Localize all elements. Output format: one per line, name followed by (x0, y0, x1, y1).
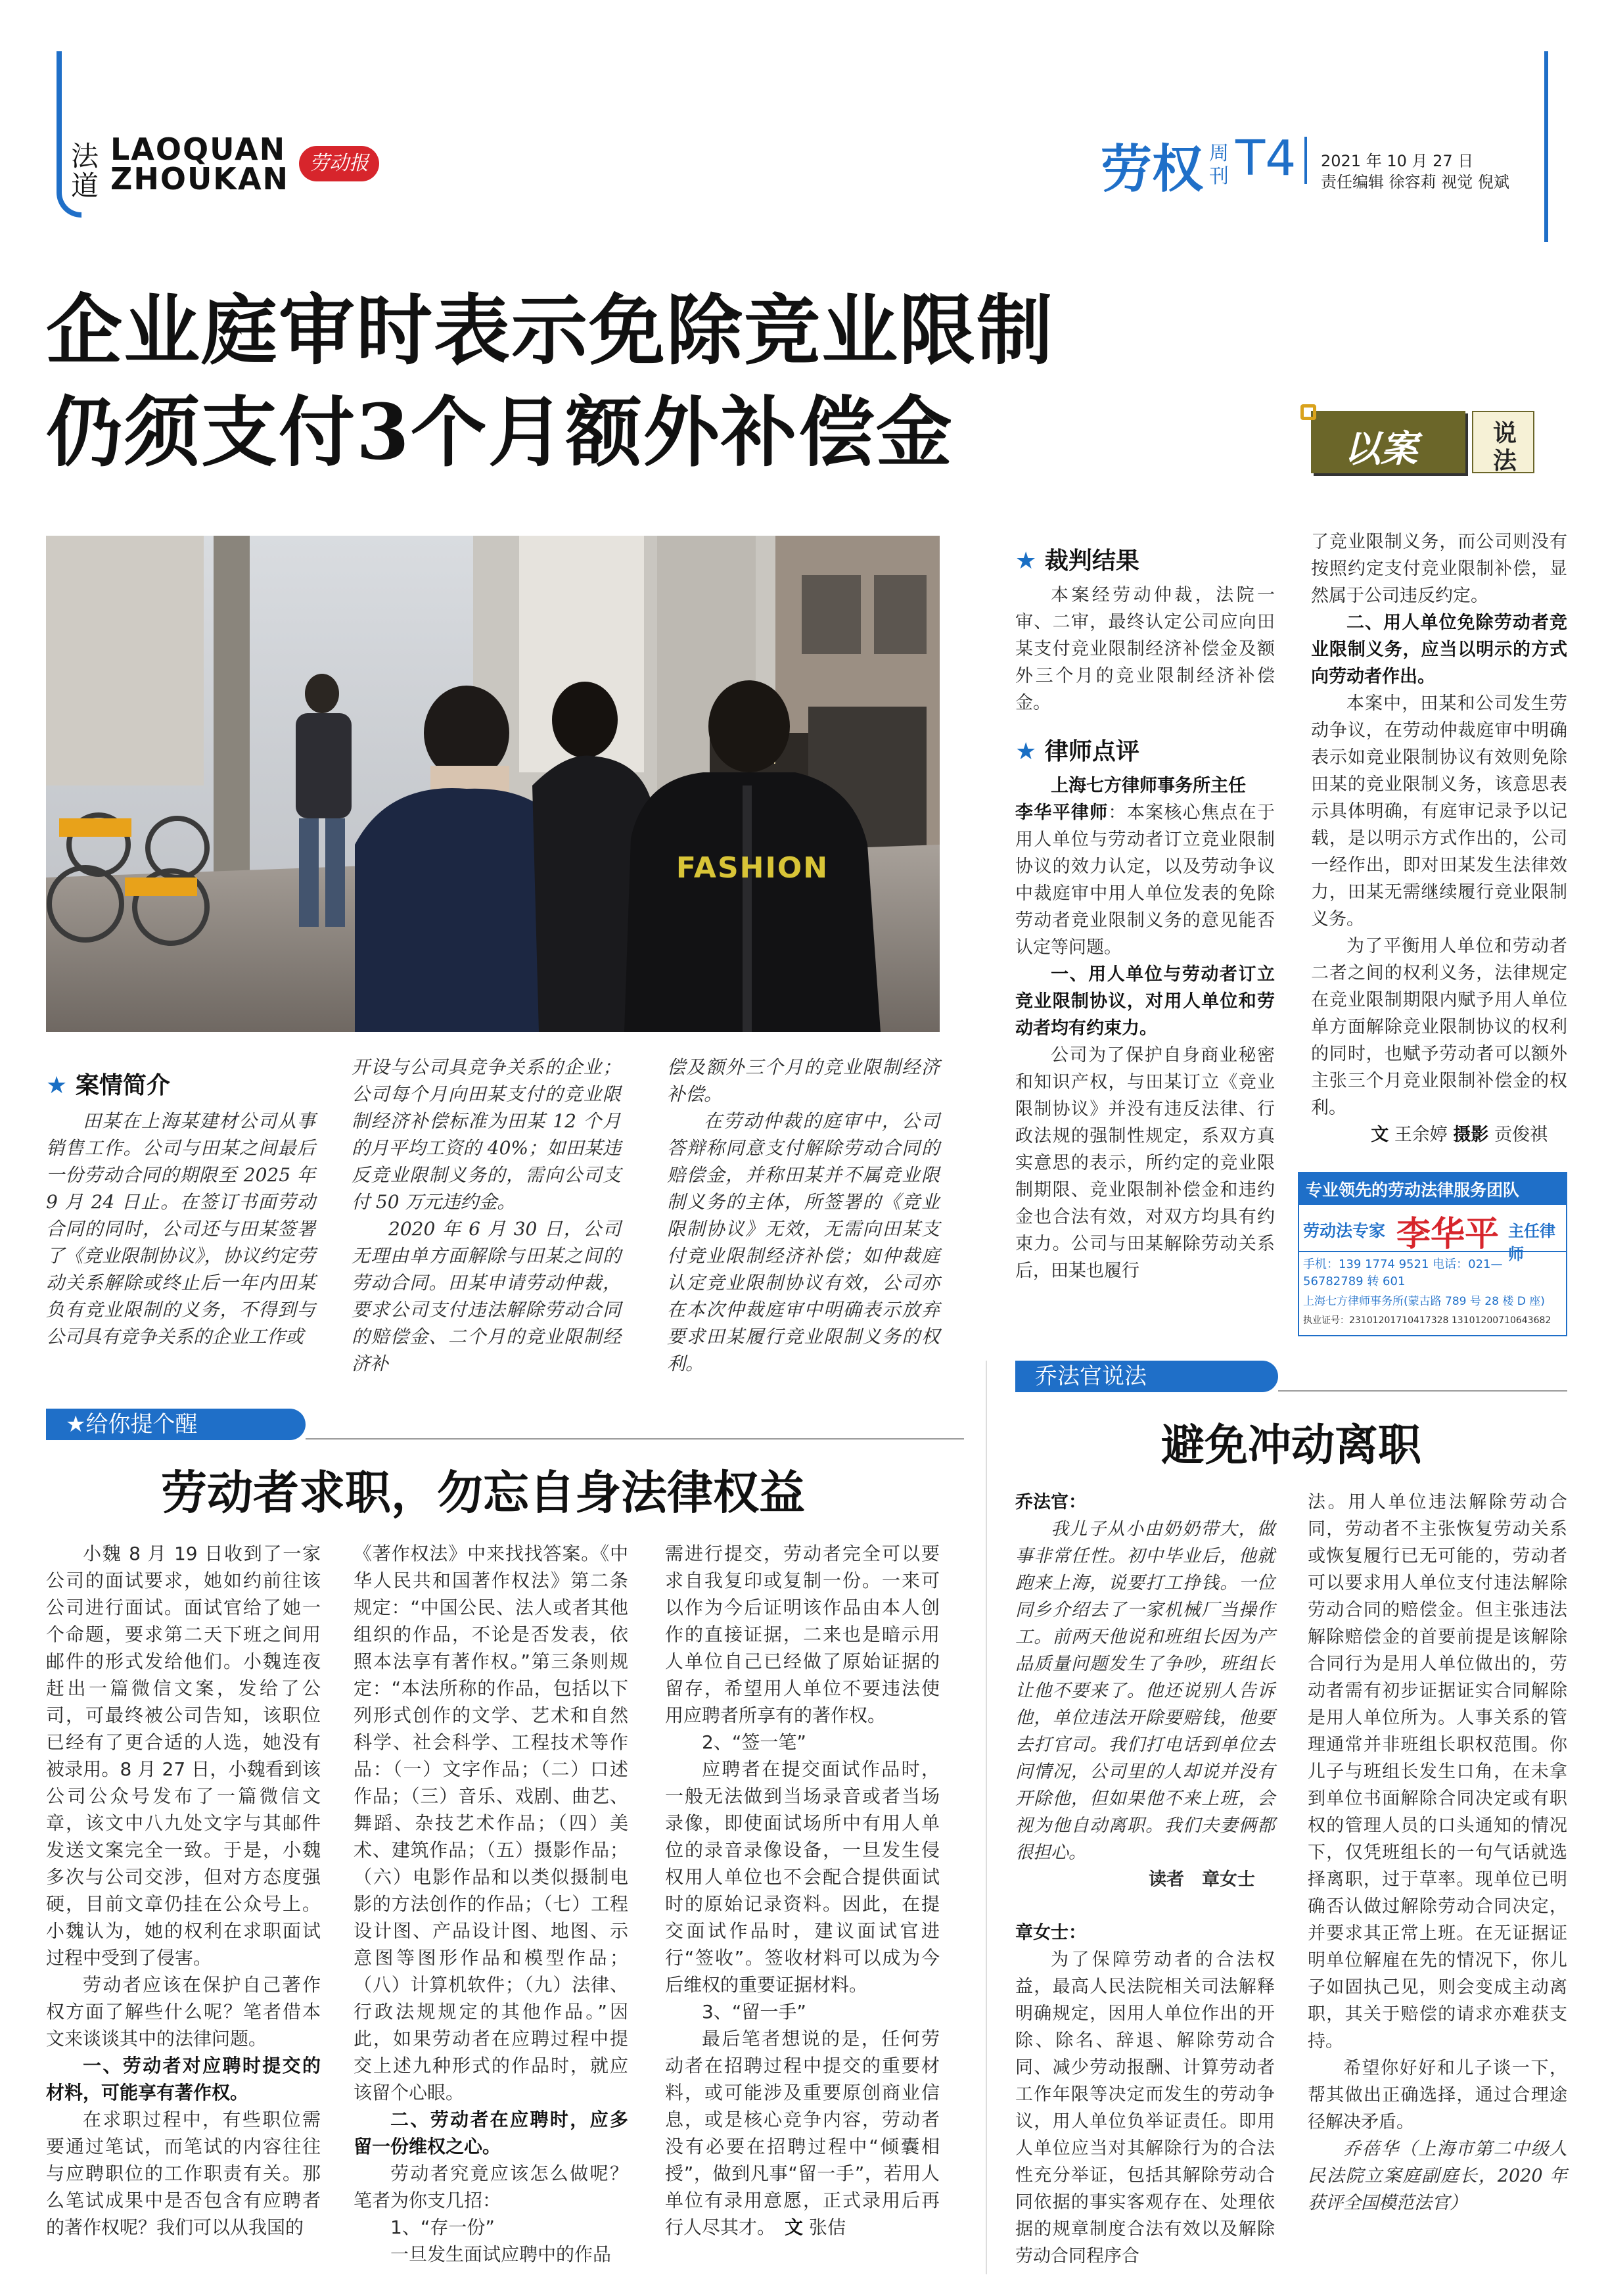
lawyer-subhead-1: 一、用人单位与劳动者订立竞业限制协议，对用人单位和劳动者均有约束力。 (1015, 964, 1275, 1039)
headline-line-2: 仍须支付3个月额外补偿金 (46, 388, 953, 477)
star-icon: ★ (1015, 738, 1037, 765)
page-editors: 责任编辑 徐容莉 视觉 倪斌 (1321, 173, 1509, 191)
judge-title: 避免冲动离职 (1161, 1419, 1421, 1470)
street-scene-illustration (46, 536, 940, 1032)
case-intro-para: 2020 年 6 月 30 日，公司无理由单方面解除与田某之间的劳动合同。田某申请劳动仲裁，要求公司支付违法解除劳动合同的赔偿金、二个月的竞业限制经济补 (352, 1218, 621, 1374)
masthead-cn-top: 法 (71, 140, 99, 172)
reminder-pill-text: ★给你提个醒 (66, 1411, 198, 1438)
case-intro-para: 在劳动仲裁的庭审中，公司答辩称同意支付解除劳动合同的赔偿金，并称田某并不属竞业限制义务的主体，所签署的《竞业限制协议》无效，无需向田某支付竞业限制经济补偿；如仲裁庭认定竞业限制协议有效，公司亦在本次仲裁庭审中明确表示放弃要求田某履行竞业限制义务的权利。 (667, 1110, 940, 1374)
masthead-right-bracket (1544, 51, 1548, 242)
reminder-col3-p3: 3、“留一手” (702, 2001, 806, 2023)
paper-logo (299, 146, 379, 181)
lawyer-name: 李华平律师 (1015, 803, 1109, 823)
lawyer-ad (1298, 1172, 1567, 1336)
lawyer-intro (1015, 799, 1275, 961)
reminder-col3-p2: 应聘者在提交面试作品时，一般无法做到当场录音或者当场录像，即使面试场所中有用人单位的录音录像设备，一旦发生侵权用人单位也不会配合提供面试时的原始记录资料。因此，在提交面试作品时，建议面试官进行“签收”。签收材料可以成为今后维权的重要证据材料。 (665, 1758, 940, 1996)
ad-address: 上海七方律师事务所(蒙古路 789 号 28 楼 D 座) (1303, 1295, 1545, 1308)
reminder-col2-p2: 劳动者究竟应该怎么做呢？笔者为你支几招： (354, 2163, 628, 2211)
headline-line-1: 企业庭审时表示免除竞业限制 (46, 286, 1054, 375)
masthead-cn-bottom: 道 (71, 170, 99, 202)
ad-title: 主任律师 (1508, 1222, 1555, 1263)
star-icon: ★ (46, 1072, 68, 1099)
judge-pill-text: 乔法官说法 (1035, 1363, 1147, 1390)
credit-text-label: 文 (1371, 1125, 1389, 1145)
masthead-en-top: LAOQUAN (110, 131, 287, 167)
judge-reply-p2: 希望你好好和儿子谈一下，帮其做出正确选择，通过合理途径解决矛盾。 (1308, 2058, 1567, 2132)
lawyer-para-1-cont: 了竞业限制义务，而公司则没有按照约定支付竞业限制补偿，显然属于公司违反约定。 (1311, 532, 1567, 606)
credit-text-author: 王余婷 (1394, 1125, 1448, 1145)
brand-title: 劳权 (1101, 140, 1204, 199)
lawyer-subhead-2: 二、用人单位免除劳动者竞业限制义务，应当以明示的方式向劳动者作出。 (1311, 613, 1567, 687)
reminder-col2-p1: 二、劳动者在应聘时，应多留一份维权之心。 (354, 2109, 628, 2157)
reminder-pill-rule (306, 1438, 964, 1440)
ruling-heading-text: 裁判结果 (1044, 548, 1139, 574)
judge-col-2 (1308, 1489, 1567, 2216)
reminder-col3-p4 (665, 2025, 940, 2241)
paper-logo-text: 劳动报 (310, 152, 369, 175)
reminder-col-1 (46, 1540, 321, 2241)
case-intro-col-3 (667, 1054, 940, 1377)
credit-photo-author: 贡俊祺 (1494, 1125, 1548, 1145)
reminder-col3-p0: 需进行提交，劳动者完全可以要求自我复印或复制一份。一来可以作为今后证明该作品由本人创作的直接证据，二来也是暗示用人单位自己已经做了原始证据的留存，希望用人单位不要违法使用应聘者所享有的著作权。 (665, 1543, 940, 1726)
lawyer-col-2 (1311, 528, 1567, 1148)
ad-top-banner: 专业领先的劳动法律服务团队 (1299, 1173, 1566, 1205)
badge-ornament (1300, 404, 1316, 420)
case-intro-para: 开设与公司具竞争关系的企业；公司每个月向田某支付的竞业限制经济补偿标准为田某 12 个月的月平均工资的 40%；如田某违反竞业限制义务的，需向公司支付 50 万元违约金。 (352, 1056, 621, 1213)
reminder-col3-p4-text: 最后笔者想说的是，任何劳动者在招聘过程中提交的重要材料，或可能涉及重要原创商业信息，或是核心竞争内容，劳动者没有必要在招聘过程中“倾囊相授”，做到凡事“留一手”，若用人单位有录用意愿，正式录用后再行人尽其才。 (665, 2028, 940, 2238)
judge-reply-p1: 为了保障劳动者的合法权益，最高人民法院相关司法解释明确规定，因用人单位作出的开除、除名、辞退、解除劳动合同、减少劳动报酬、计算劳动者工作年限等决定而发生的劳动争议，用人单位负举证责任。即用人单位应当对其解除行为的合法性充分举证，包括其解除劳动合同依据的事实客观存在、处理依据的规章制度合法有效以及解除劳动合同程序合 (1015, 1950, 1275, 2266)
credit-photo-label: 摄影 (1453, 1125, 1489, 1145)
news-photo (46, 536, 940, 1032)
ad-phone: 手机：139 1774 9521 电话：021—56782789 转 601 (1299, 1251, 1566, 1289)
ad-label: 劳动法专家 (1303, 1221, 1386, 1240)
reminder-col2-p0: 《著作权法》中来找找答案。《中华人民共和国著作权法》第二条规定：“中国公民、法人或者其他组织的作品，不论是否发表，依照本法享有著作权。”第三条则规定：“本法所称的作品，包括以下列形式创作的文学、艺术和自然科学、社会科学、工程技术等作品：（一）文字作品；（二）口述作品；（三）音乐、戏剧、曲艺、舞蹈、杂技艺术作品；（四）美术、建筑作品；（五）摄影作品；（六）电影作品和以类似摄制电影的方法创作的作品；（七）工程设计图、产品设计图、地图、示意图等图形作品和模型作品；（八）计算机软件；（九）法律、行政法规规定的其他作品。”因此，如果劳动者在应聘过程中提交上述九种形式的作品时，就应该留个心眼。 (354, 1543, 628, 2103)
lawyer-intro-text: ：本案核心焦点在于用人单位与劳动者订立竞业限制协议的效力认定，以及劳动争议中裁庭审中用人单位发表的免除劳动者竞业限制义务的意见能否认定等问题。 (1015, 803, 1275, 958)
photo-jacket-text: FASHION (676, 851, 829, 885)
case-intro-heading (46, 1067, 170, 1100)
brand-sub-bottom: 刊 (1209, 165, 1229, 188)
badge-left-text: 以案 (1344, 427, 1417, 471)
lawyer-para-1: 公司为了保护自身商业秘密和知识产权，与田某订立《竞业限制协议》并没有违反法律、行政法规的强制性规定，系双方真实意思的表示，所约定的竞业限制期限、竞业限制补偿金和违约金也合法有效，对双方均具有约束力。公司与田某解除劳动关系后，田某也履行 (1015, 1045, 1275, 1281)
judge-signature: 乔蓓华（上海市第二中级人民法院立案庭副庭长，2020 年获评全国模范法官） (1308, 2139, 1567, 2213)
reminder-col1-p1: 劳动者应该在保护自己著作权方面了解些什么呢？笔者借本文来谈谈其中的法律问题。 (46, 1974, 321, 2050)
lawyer-heading (1015, 733, 1139, 766)
case-intro-col-2 (352, 1054, 621, 1377)
column-badge (1311, 404, 1534, 477)
reminder-author: 张佶 (808, 2216, 846, 2238)
judge-reply-salutation: 章女士： (1015, 1923, 1086, 1943)
badge-left-panel (1311, 411, 1465, 473)
badge-right-bottom: 法 (1493, 448, 1517, 475)
ruling-heading (1015, 542, 1139, 576)
lawyer-credit (1311, 1121, 1567, 1148)
judge-reply-p1-cont: 法。用人单位违法解除劳动合同，劳动者不主张恢复劳动关系或恢复履行已无可能的，劳动者可以要求用人单位支付违法解除劳动合同的赔偿金。但主张违法解除赔偿金的首要前提是该解除合同行为是用人单位做出的，劳动者需有初步证据证实合同解除是用人单位所为。人事关系的管理通常并非班组长职权范围。你儿子与班组长发生口角，在未拿到单位书面解除合同决定或有职权的管理人员的口头通知的情况下，仅凭班组长的一句气话就选择离职，过于草率。现单位已明确否认做过解除劳动合同决定，并要求其正常上班。在无证据证明单位解雇在先的情况下，你儿子如固执己见，则会变成主动离职，其关于赔偿的请求亦难获支持。 (1308, 1492, 1567, 2051)
lawyer-para-3: 为了平衡用人单位和劳动者二者之间的权利义务，法律规定在竞业限制期限内赋予用人单位单方面解除竞业限制协议的权利的同时，也赋予劳动者可以额外主张三个月竞业限制补偿金的权利。 (1311, 936, 1567, 1118)
case-intro-para: 偿及额外三个月的竞业限制经济补偿。 (667, 1056, 940, 1105)
ad-name-row (1299, 1205, 1566, 1263)
page-number: T4 (1235, 130, 1297, 187)
reminder-col1-p2: 一、劳动者对应聘时提交的材料，可能享有著作权。 (46, 2055, 321, 2103)
reminder-col3-p1: 2、“签一笔” (702, 1731, 806, 1753)
case-intro-para: 田某在上海某建材公司从事销售工作。公司与田某之间最后一份劳动合同的期限至 2025 年 9 月 24 日止。在签订书面劳动合同的同时，公司还与田某签署了《竞业限制协议》，协议约定劳动关系解除或终止后一年内田某负有竞业限制的义务，不得到与公司具有竞争关系的企业工作或 (46, 1110, 315, 1347)
judge-pill-rule (1278, 1390, 1567, 1392)
case-intro-heading-text: 案情简介 (75, 1072, 170, 1099)
reminder-col2-p4: 一旦发生面试应聘中的作品 (390, 2243, 612, 2265)
ruling-body (1015, 582, 1275, 716)
lawyer-byline: 上海七方律师事务所主任 (1051, 776, 1246, 796)
star-icon: ★ (1015, 548, 1037, 574)
lawyer-heading-text: 律师点评 (1044, 738, 1139, 765)
lawyer-para-2: 本案中，田某和公司发生劳动争议，在劳动仲裁庭审中明确表示如竞业限制协议有效则免除田某的竞业限制义务，该意思表示具体明确，有庭审记录予以记载，是以明示方式作出的，公司一经作出，即对田某发生法律效力，田某无需继续履行竞业限制义务。 (1311, 693, 1567, 929)
masthead-divider (1304, 137, 1307, 184)
masthead-en-bottom: ZHOUKAN (110, 161, 290, 197)
badge-right-panel (1472, 411, 1534, 473)
case-intro-col-1 (46, 1108, 315, 1350)
reminder-pill (46, 1409, 306, 1440)
reminder-author-label: 文 (785, 2216, 804, 2238)
badge-right-top: 说 (1493, 420, 1517, 447)
judge-col-1 (1015, 1489, 1275, 2270)
judge-salutation: 乔法官： (1015, 1492, 1086, 1512)
issue-date: 2021 年 10 月 27 日 (1321, 152, 1474, 170)
brand-sub-top: 周 (1209, 142, 1229, 165)
reminder-title: 劳动者求职，勿忘自身法律权益 (161, 1465, 805, 1520)
reminder-col1-p3: 在求职过程中，有些职位需要通过笔试，而笔试的内容往往与应聘职位的工作职责有关。那么笔试成果中是否包含有应聘者的著作权呢？我们可以从我国的 (46, 2109, 321, 2238)
reminder-col1-p0: 小魏 8 月 19 日收到了一家公司的面试要求，她如约前往该公司进行面试。面试官给了她一个命题，要求第二天下班之间用邮件的形式发给他们。小魏连夜赶出一篇微信文案，发给了公司，可最终被公司告知，该职位已经有了更合适的人选，她没有被录用。8 月 27 日，小魏看到该公司公众号发布了一篇微信文章，该文中八九处文字与其邮件发送文案完全一致。于是，小魏多次与公司交涉，但对方态度强硬，目前文章仍挂在公众号上。小魏认为，她的权利在求职面试过程中受到了侵害。 (46, 1543, 321, 1969)
judge-letter: 我儿子从小由奶奶带大，做事非常任性。初中毕业后，他就跑来上海，说要打工挣钱。一位同乡介绍去了一家机械厂当操作工。前两天他说和班组长因为产品质量问题发生了争吵，班组长让他不要来了。他还说别人告诉他，单位违法开除要赔钱，他要去打官司。我们打电话到单位去问情况，公司里的人却说并没有开除他，但如果他不来上班，会视为他自动离职。我们夫妻俩都很担心。 (1015, 1519, 1275, 1863)
lawyer-col-1 (1015, 772, 1275, 1284)
judge-reader: 读者 章女士 (1149, 1869, 1255, 1890)
ruling-text: 本案经劳动仲裁，法院一审、二审，最终认定公司应向田某支付竞业限制经济补偿金及额外三个月的竞业限制经济补偿金。 (1015, 585, 1275, 713)
reminder-col-3 (665, 1540, 940, 2241)
judge-pill (1015, 1361, 1278, 1392)
reminder-col-2 (354, 1540, 628, 2268)
section-divider (986, 1361, 987, 2274)
ad-name: 李华平 (1396, 1215, 1500, 1254)
reminder-col2-p3: 1、“存一份” (390, 2216, 495, 2238)
ad-license: 执业证号：23101201710417328 13101200710643682 (1303, 1315, 1551, 1326)
